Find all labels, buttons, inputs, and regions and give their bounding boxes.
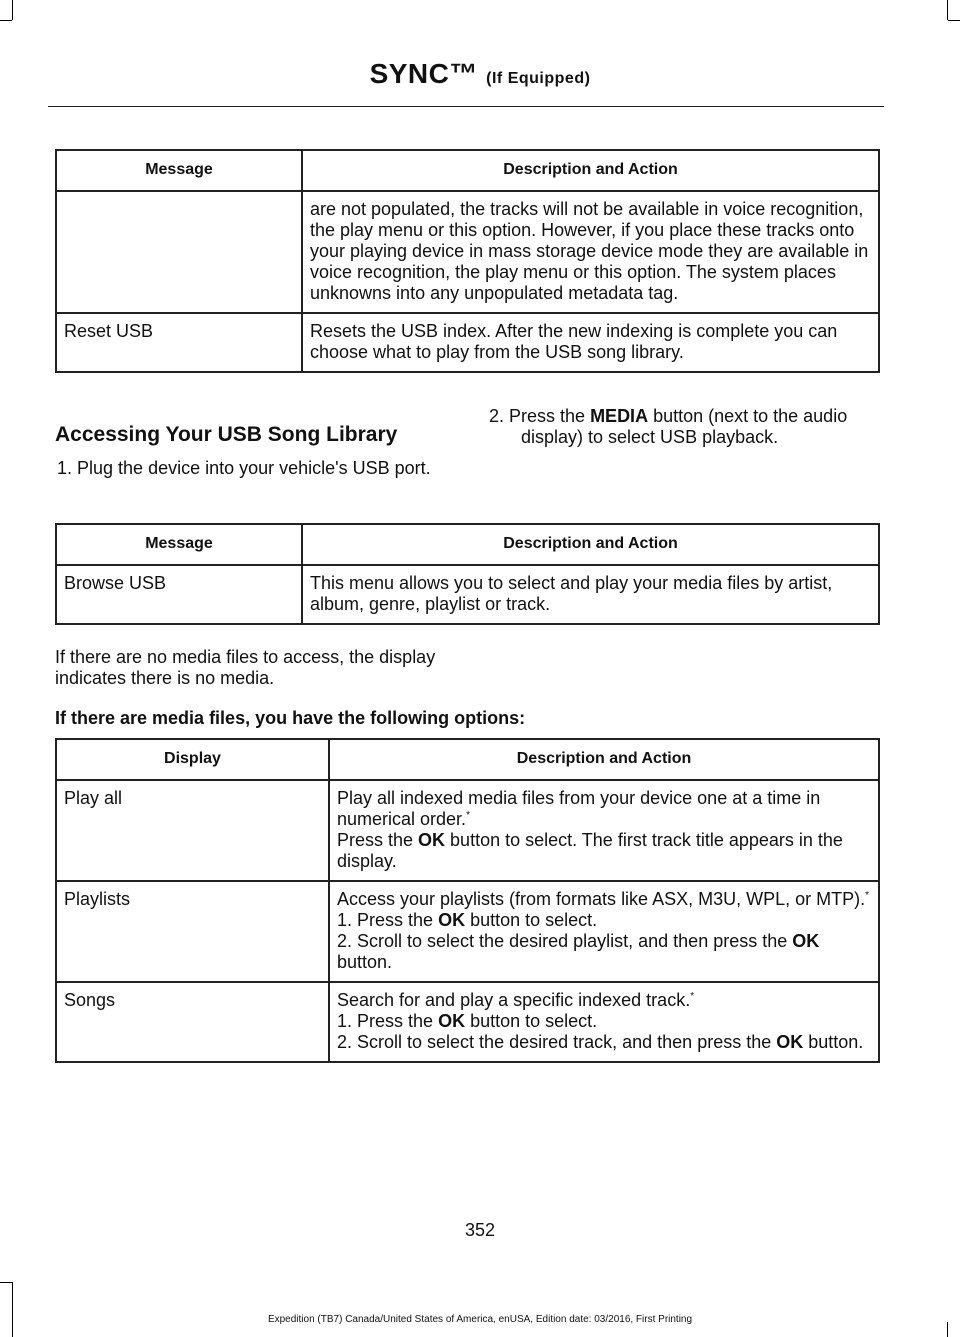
crop-mark <box>12 1282 13 1337</box>
column-header-message: Message <box>56 524 302 565</box>
no-media-text: If there are no media files to access, the display indicates there is no media. <box>55 647 436 688</box>
options-heading: If there are media files, you have the following options: <box>55 708 526 728</box>
table-header-row <box>56 150 879 191</box>
header-subtitle: (If Equipped) <box>486 70 591 87</box>
step-1: 1. Plug the device into your vehicle's USB port. <box>57 458 431 478</box>
description-cell: This menu allows you to select and play your media files by artist, album, genre, playlist or track. <box>302 565 879 624</box>
table-header-row <box>56 739 879 780</box>
crop-mark <box>947 0 948 20</box>
table-header-row <box>56 524 879 565</box>
browse-usb-table <box>55 523 880 625</box>
table-row <box>56 313 879 372</box>
header-title: SYNC™ <box>369 58 478 89</box>
column-header-description: Description and Action <box>329 739 879 780</box>
step-2: 2. Press the MEDIA button (next to the audio display) to select USB playback. <box>489 406 848 447</box>
crop-mark <box>0 20 12 21</box>
description-cell: Access your playlists (from formats like ASX, M3U, WPL, or MTP).* 1. Press the OK button to select. 2. Scroll to select the desired playlist, and then press the OK button. <box>329 881 879 982</box>
table-row <box>56 191 879 313</box>
description-cell: Resets the USB index. After the new indexing is complete you can choose what to play from the USB song library. <box>302 313 879 372</box>
table-row <box>56 780 879 881</box>
media-options-table <box>55 738 880 1063</box>
column-header-message: Message <box>56 150 302 191</box>
table-row <box>56 982 879 1062</box>
crop-mark <box>0 1282 12 1283</box>
column-header-description: Description and Action <box>302 524 879 565</box>
page-header <box>0 58 960 90</box>
message-cell: Browse USB <box>56 565 302 624</box>
display-cell: Songs <box>56 982 329 1062</box>
display-cell: Play all <box>56 780 329 881</box>
header-rule <box>48 106 884 107</box>
display-cell: Playlists <box>56 881 329 982</box>
table-row <box>56 565 879 624</box>
description-cell: Search for and play a specific indexed track.* 1. Press the OK button to select. 2. Scroll to select the desired track, and then press the OK button. <box>329 982 879 1062</box>
message-cell <box>56 191 302 313</box>
crop-mark <box>12 0 13 20</box>
media-button-label: MEDIA <box>590 406 649 426</box>
message-cell: Reset USB <box>56 313 302 372</box>
description-cell: are not populated, the tracks will not be available in voice recognition, the play menu or this option. However, if you place these tracks onto your playing device in mass storage device mode they are available in voice recognition, the play menu or this option. The system places unknowns into any unpopulated metadata tag. <box>302 191 879 313</box>
section-heading: Accessing Your USB Song Library <box>55 423 398 446</box>
page-number: 352 <box>464 1220 496 1240</box>
crop-mark <box>948 20 960 21</box>
footer-text: Expedition (TB7) Canada/United States of America, enUSA, Edition date: 03/2016, First Printing <box>267 1314 693 1325</box>
column-header-display: Display <box>56 739 329 780</box>
description-cell: Play all indexed media files from your device one at a time in numerical order.* Press the OK button to select. The first track title appears in the display. <box>329 780 879 881</box>
table-row <box>56 881 879 982</box>
usb-messages-table <box>55 149 880 373</box>
column-header-description: Description and Action <box>302 150 879 191</box>
